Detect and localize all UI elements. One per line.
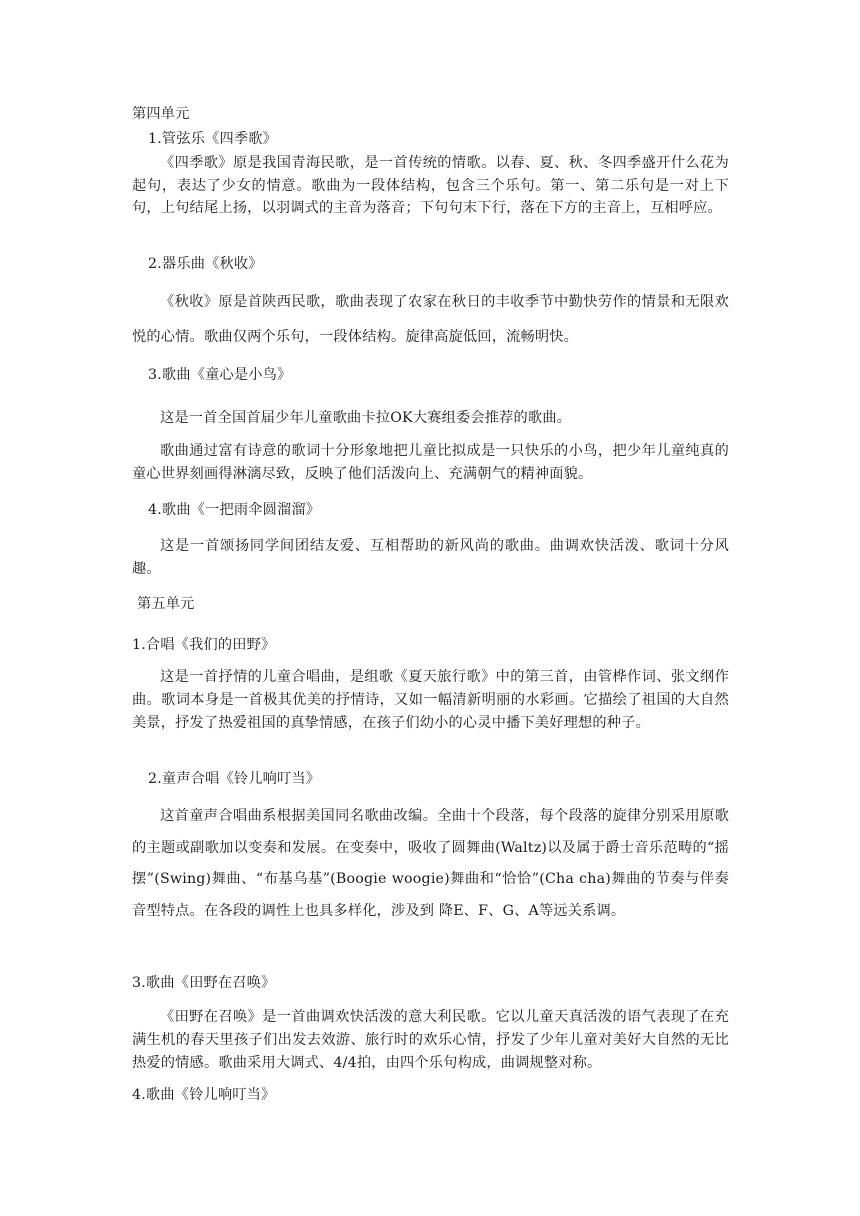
unit5-item1-heading: 1.合唱《我们的田野》 [132, 637, 276, 653]
unit4-item3-paragraph-2: 歌曲通过富有诗意的歌词十分形象地把儿童比拟成是一只快乐的小鸟，把少年儿童纯真的童心世界刻画得淋漓尽致，反映了他们活泼向上、充满朝气的精神面貌。 [132, 443, 729, 482]
unit4-item2-heading: 2.器乐曲《秋收》 [148, 256, 263, 272]
unit4-item3-paragraph-1: 这是一首全国首届少年儿童歌曲卡拉OK大赛组委会推荐的歌曲。 [160, 410, 572, 426]
unit4-item4-paragraph: 这是一首颂扬同学间团结友爱、互相帮助的新风尚的歌曲。曲调欢快活泼、歌词十分风趣。 [132, 538, 729, 577]
unit5-item2-heading: 2.童声合唱《铃儿响叮当》 [148, 771, 321, 787]
unit5-item1-paragraph: 这是一首抒情的儿童合唱曲，是组歌《夏天旅行歌》中的第三首，由管桦作词、张文纲作曲。歌词本身是一首极其优美的抒情诗，又如一幅清新明丽的水彩画。它描绘了祖国的大自然美景，抒发了热爱祖国的真挚情感，在孩子们幼小的心灵中播下美好理想的种子。 [132, 669, 729, 731]
unit5-item3-heading: 3.歌曲《田野在召唤》 [132, 975, 276, 991]
unit4-title: 第四单元 [132, 106, 190, 122]
unit4-item1-heading: 1.管弦乐《四季歌》 [148, 131, 278, 147]
unit4-item1-paragraph: 《四季歌》原是我国青海民歌，是一首传统的情歌。以春、夏、秋、冬四季盛开什么花为起句，表达了少女的情意。歌曲为一段体结构，包含三个乐句。第一、第二乐句是一对上下句，上句结尾上扬，以羽调式的主音为落音；下句句末下行，落在下方的主音上，互相呼应。 [132, 155, 729, 216]
unit5-title: 第五单元 [137, 596, 195, 612]
unit5-item4-heading: 4.歌曲《铃儿响叮当》 [132, 1087, 276, 1103]
unit4-item4-heading: 4.歌曲《一把雨伞圆溜溜》 [148, 502, 321, 518]
unit5-item2-paragraph: 这首童声合唱曲系根据美国同名歌曲改编。全曲十个段落，每个段落的旋律分别采用原歌的主题或副歌加以变奏和发展。在变奏中，吸收了圆舞曲(Waltz)以及属于爵士音乐范畴的“摇摆”(Swing)舞曲、“布基乌基”(Boogie woogie)舞曲和“恰恰”(Cha cha)舞曲的节奏与伴奏音型特点。在各段的调性上也具多样化，涉及到 降E、F、G、A等远关系调。 [132, 808, 729, 919]
unit4-item2-paragraph: 《秋收》原是首陕西民歌，歌曲表现了农家在秋日的丰收季节中勤快劳作的情景和无限欢悦的心情。歌曲仅两个乐句，一段体结构。旋律高旋低回，流畅明快。 [132, 294, 729, 345]
unit4-item3-heading: 3.歌曲《童心是小鸟》 [148, 367, 292, 383]
unit5-item3-paragraph: 《田野在召唤》是一首曲调欢快活泼的意大利民歌。它以儿童天真活泼的语气表现了在充满生机的春天里孩子们出发去效游、旅行时的欢乐心情，抒发了少年儿童对美好大自然的无比热爱的情感。歌曲采用大调式、4/4拍，由四个乐句构成，曲调规整对称。 [132, 1009, 729, 1071]
